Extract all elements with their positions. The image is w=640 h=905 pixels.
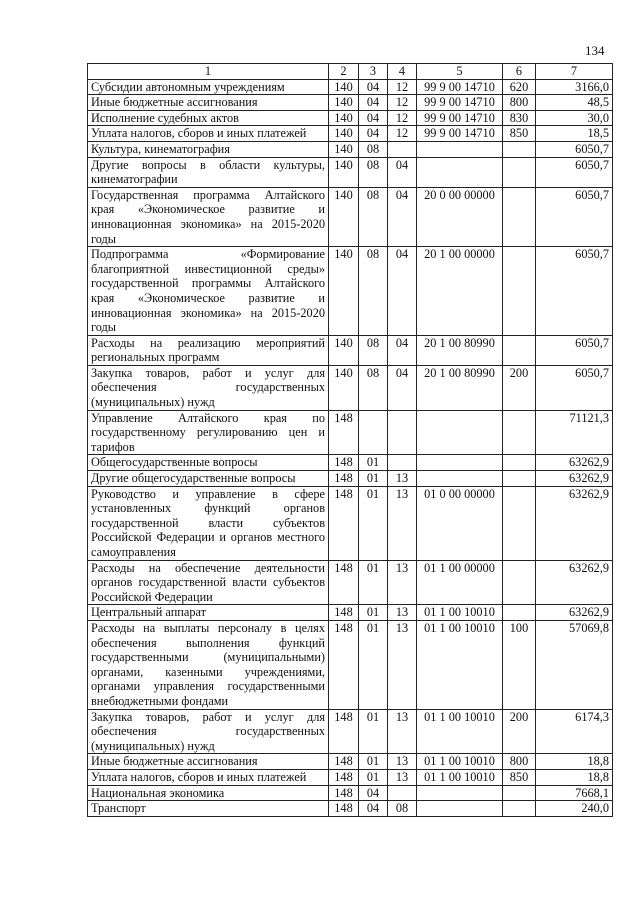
- subsection-cell: 04: [388, 247, 417, 336]
- amount-cell: 63262,9: [536, 455, 613, 471]
- section-cell: 08: [359, 187, 388, 246]
- target-article-cell: 99 9 00 14710: [417, 110, 503, 126]
- row-name-cell: Культура, кинематография: [88, 141, 329, 157]
- subsection-cell: [388, 141, 417, 157]
- subsection-cell: 04: [388, 335, 417, 365]
- expense-type-cell: 850: [503, 126, 536, 142]
- target-article-cell: 01 0 00 00000: [417, 486, 503, 560]
- amount-cell: 6050,7: [536, 141, 613, 157]
- row-name-cell: Закупка товаров, работ и услуг для обеспечения государственных (муниципальных) нужд: [88, 365, 329, 410]
- target-article-cell: 01 1 00 00000: [417, 560, 503, 605]
- expense-type-cell: [503, 455, 536, 471]
- section-cell: 04: [359, 801, 388, 817]
- section-cell: 01: [359, 754, 388, 770]
- ministry-code-cell: 140: [329, 126, 359, 142]
- ministry-code-cell: 148: [329, 455, 359, 471]
- expense-type-cell: 800: [503, 95, 536, 111]
- subsection-cell: 13: [388, 709, 417, 754]
- target-article-cell: [417, 471, 503, 487]
- ministry-code-cell: 148: [329, 769, 359, 785]
- subsection-cell: [388, 785, 417, 801]
- row-name-cell: Транспорт: [88, 801, 329, 817]
- ministry-code-cell: 148: [329, 801, 359, 817]
- row-name-cell: Исполнение судебных актов: [88, 110, 329, 126]
- subsection-cell: 13: [388, 620, 417, 709]
- ministry-code-cell: 148: [329, 410, 359, 455]
- amount-cell: 6050,7: [536, 247, 613, 336]
- table-row: [88, 187, 613, 246]
- ministry-code-cell: 140: [329, 187, 359, 246]
- row-name-cell: Расходы на реализацию мероприятий региональных программ: [88, 335, 329, 365]
- table-row: [88, 785, 613, 801]
- table-row: [88, 126, 613, 142]
- ministry-code-cell: 140: [329, 365, 359, 410]
- ministry-code-cell: 140: [329, 79, 359, 95]
- amount-cell: 6050,7: [536, 335, 613, 365]
- expense-type-cell: [503, 157, 536, 187]
- target-article-cell: 01 1 00 10010: [417, 769, 503, 785]
- section-cell: 08: [359, 365, 388, 410]
- ministry-code-cell: 140: [329, 110, 359, 126]
- subsection-cell: 13: [388, 471, 417, 487]
- section-cell: 01: [359, 486, 388, 560]
- target-article-cell: 20 1 00 80990: [417, 335, 503, 365]
- subsection-cell: 12: [388, 79, 417, 95]
- ministry-code-cell: 140: [329, 95, 359, 111]
- subsection-cell: 13: [388, 560, 417, 605]
- expense-type-cell: [503, 471, 536, 487]
- target-article-cell: [417, 157, 503, 187]
- table-row: [88, 801, 613, 817]
- row-name-cell: Иные бюджетные ассигнования: [88, 95, 329, 111]
- section-cell: 01: [359, 471, 388, 487]
- table-row: [88, 709, 613, 754]
- row-name-cell: Центральный аппарат: [88, 605, 329, 621]
- subsection-cell: [388, 455, 417, 471]
- subsection-cell: 13: [388, 486, 417, 560]
- subsection-cell: 04: [388, 187, 417, 246]
- subsection-cell: [388, 410, 417, 455]
- ministry-code-cell: 148: [329, 560, 359, 605]
- subsection-cell: 04: [388, 157, 417, 187]
- table-row: [88, 110, 613, 126]
- table-row: [88, 335, 613, 365]
- expense-type-cell: [503, 605, 536, 621]
- column-header: 6: [503, 64, 536, 80]
- expense-type-cell: [503, 410, 536, 455]
- row-name-cell: Расходы на выплаты персоналу в целях обеспечения выполнения функций государственными (муниципальными) органами, казенными учреждениями, органами управления государственными внебюджетными фондами: [88, 620, 329, 709]
- ministry-code-cell: 140: [329, 157, 359, 187]
- row-name-cell: Закупка товаров, работ и услуг для обеспечения государственных (муниципальных) нужд: [88, 709, 329, 754]
- ministry-code-cell: 140: [329, 335, 359, 365]
- section-cell: 01: [359, 709, 388, 754]
- amount-cell: 30,0: [536, 110, 613, 126]
- target-article-cell: 20 1 00 80990: [417, 365, 503, 410]
- amount-cell: 63262,9: [536, 605, 613, 621]
- row-name-cell: Уплата налогов, сборов и иных платежей: [88, 126, 329, 142]
- ministry-code-cell: 148: [329, 605, 359, 621]
- row-name-cell: Подпрограмма «Формирование благоприятной инвестиционной среды» государственной программы Алтайского края «Экономическое развитие и инновационная экономика» на 2015-2020 годы: [88, 247, 329, 336]
- section-cell: 01: [359, 769, 388, 785]
- amount-cell: 6050,7: [536, 157, 613, 187]
- row-name-cell: Другие вопросы в области культуры, кинематографии: [88, 157, 329, 187]
- subsection-cell: 12: [388, 110, 417, 126]
- target-article-cell: 20 0 00 00000: [417, 187, 503, 246]
- expense-type-cell: [503, 187, 536, 246]
- subsection-cell: 13: [388, 605, 417, 621]
- ministry-code-cell: 148: [329, 709, 359, 754]
- expense-type-cell: [503, 785, 536, 801]
- target-article-cell: [417, 455, 503, 471]
- subsection-cell: 13: [388, 754, 417, 770]
- table-row: [88, 754, 613, 770]
- amount-cell: 63262,9: [536, 471, 613, 487]
- amount-cell: 7668,1: [536, 785, 613, 801]
- subsection-cell: 12: [388, 126, 417, 142]
- section-cell: 04: [359, 110, 388, 126]
- target-article-cell: [417, 801, 503, 817]
- row-name-cell: Расходы на обеспечение деятельности органов государственной власти субъектов Российской Федерации: [88, 560, 329, 605]
- table-row: [88, 486, 613, 560]
- table-row: [88, 560, 613, 605]
- table-row: [88, 769, 613, 785]
- section-cell: 01: [359, 455, 388, 471]
- target-article-cell: 20 1 00 00000: [417, 247, 503, 336]
- target-article-cell: 01 1 00 10010: [417, 605, 503, 621]
- expense-type-cell: [503, 486, 536, 560]
- table-row: [88, 79, 613, 95]
- row-name-cell: Управление Алтайского края по государственному регулированию цен и тарифов: [88, 410, 329, 455]
- subsection-cell: 04: [388, 365, 417, 410]
- column-header: 1: [88, 64, 329, 80]
- subsection-cell: 13: [388, 769, 417, 785]
- ministry-code-cell: 148: [329, 620, 359, 709]
- target-article-cell: 01 1 00 10010: [417, 620, 503, 709]
- row-name-cell: Руководство и управление в сфере установленных функций органов государственной власти субъектов Российской Федерации и органов местного самоуправления: [88, 486, 329, 560]
- amount-cell: 6050,7: [536, 187, 613, 246]
- table-row: [88, 620, 613, 709]
- expense-type-cell: 200: [503, 709, 536, 754]
- target-article-cell: 01 1 00 10010: [417, 754, 503, 770]
- target-article-cell: [417, 141, 503, 157]
- table-row: [88, 471, 613, 487]
- budget-table: [87, 63, 613, 817]
- target-article-cell: 99 9 00 14710: [417, 79, 503, 95]
- ministry-code-cell: 148: [329, 471, 359, 487]
- table-row: [88, 455, 613, 471]
- table-row: [88, 410, 613, 455]
- ministry-code-cell: 148: [329, 754, 359, 770]
- row-name-cell: Иные бюджетные ассигнования: [88, 754, 329, 770]
- section-cell: 04: [359, 126, 388, 142]
- expense-type-cell: [503, 141, 536, 157]
- expense-type-cell: [503, 335, 536, 365]
- column-header: 7: [536, 64, 613, 80]
- amount-cell: 63262,9: [536, 486, 613, 560]
- column-header: 2: [329, 64, 359, 80]
- subsection-cell: 12: [388, 95, 417, 111]
- amount-cell: 57069,8: [536, 620, 613, 709]
- target-article-cell: [417, 410, 503, 455]
- expense-type-cell: [503, 801, 536, 817]
- expense-type-cell: [503, 247, 536, 336]
- amount-cell: 6174,3: [536, 709, 613, 754]
- row-name-cell: Национальная экономика: [88, 785, 329, 801]
- ministry-code-cell: 148: [329, 486, 359, 560]
- section-cell: 04: [359, 79, 388, 95]
- row-name-cell: Государственная программа Алтайского края «Экономическое развитие и инновационная экономика» на 2015-2020 годы: [88, 187, 329, 246]
- amount-cell: 63262,9: [536, 560, 613, 605]
- expense-type-cell: 620: [503, 79, 536, 95]
- target-article-cell: 99 9 00 14710: [417, 126, 503, 142]
- amount-cell: 18,8: [536, 769, 613, 785]
- page-number: 134: [585, 43, 605, 58]
- row-name-cell: Субсидии автономным учреждениям: [88, 79, 329, 95]
- section-cell: 04: [359, 95, 388, 111]
- table-row: [88, 95, 613, 111]
- table-row: [88, 247, 613, 336]
- row-name-cell: Общегосударственные вопросы: [88, 455, 329, 471]
- ministry-code-cell: 148: [329, 785, 359, 801]
- table-row: [88, 141, 613, 157]
- section-cell: 08: [359, 247, 388, 336]
- section-cell: 08: [359, 141, 388, 157]
- amount-cell: 6050,7: [536, 365, 613, 410]
- ministry-code-cell: 140: [329, 247, 359, 336]
- amount-cell: 18,5: [536, 126, 613, 142]
- column-header: 3: [359, 64, 388, 80]
- amount-cell: 240,0: [536, 801, 613, 817]
- row-name-cell: Уплата налогов, сборов и иных платежей: [88, 769, 329, 785]
- table-row: [88, 605, 613, 621]
- table-row: [88, 157, 613, 187]
- amount-cell: 48,5: [536, 95, 613, 111]
- amount-cell: 18,8: [536, 754, 613, 770]
- header-row: [88, 64, 613, 80]
- section-cell: 01: [359, 620, 388, 709]
- expense-type-cell: 800: [503, 754, 536, 770]
- section-cell: 08: [359, 335, 388, 365]
- expense-type-cell: [503, 560, 536, 605]
- section-cell: 04: [359, 785, 388, 801]
- section-cell: 01: [359, 605, 388, 621]
- expense-type-cell: 200: [503, 365, 536, 410]
- section-cell: [359, 410, 388, 455]
- table-row: [88, 365, 613, 410]
- target-article-cell: 01 1 00 10010: [417, 709, 503, 754]
- column-header: 5: [417, 64, 503, 80]
- amount-cell: 71121,3: [536, 410, 613, 455]
- subsection-cell: 08: [388, 801, 417, 817]
- section-cell: 01: [359, 560, 388, 605]
- target-article-cell: 99 9 00 14710: [417, 95, 503, 111]
- target-article-cell: [417, 785, 503, 801]
- ministry-code-cell: 140: [329, 141, 359, 157]
- row-name-cell: Другие общегосударственные вопросы: [88, 471, 329, 487]
- expense-type-cell: 100: [503, 620, 536, 709]
- amount-cell: 3166,0: [536, 79, 613, 95]
- column-header: 4: [388, 64, 417, 80]
- section-cell: 08: [359, 157, 388, 187]
- expense-type-cell: 830: [503, 110, 536, 126]
- expense-type-cell: 850: [503, 769, 536, 785]
